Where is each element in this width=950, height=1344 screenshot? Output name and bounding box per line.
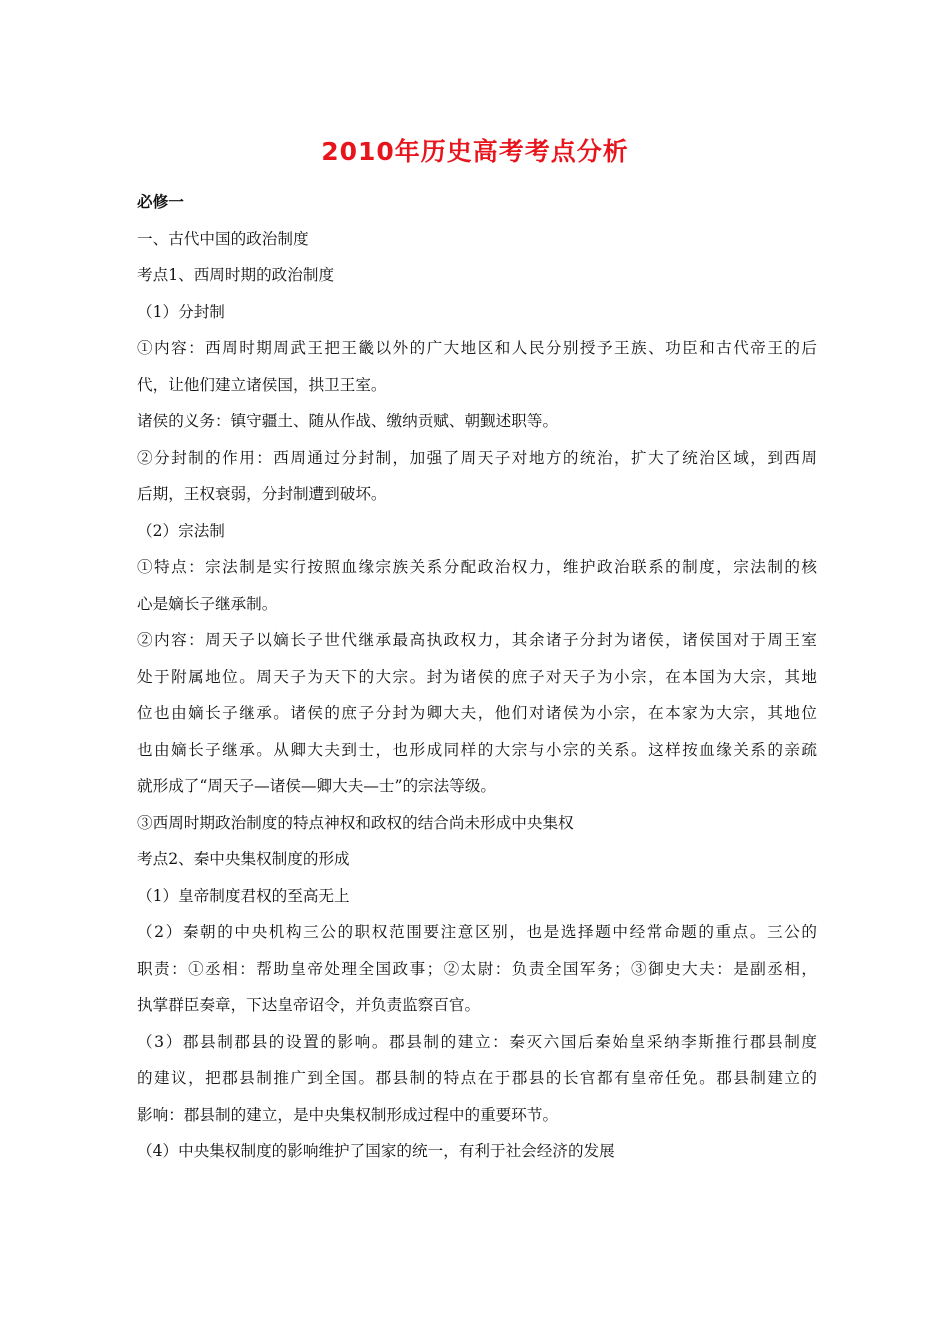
paragraph-line: 心是嫡长子继承制。 (137, 594, 278, 613)
document-title: 2010年历史高考考点分析 (321, 137, 629, 166)
paragraph-line: ①特点：宗法制是实行按照血缘宗族关系分配政治权力，维护政治联系的制度，宗法制的核 (137, 558, 817, 576)
paragraph-line: 的建议，把郡县制推广到全国。郡县制的特点在于郡县的长官都有皇帝任免。郡县制建立的 (137, 1069, 817, 1087)
paragraph-line: ②分封制的作用：西周通过分封制，加强了周天子对地方的统治，扩大了统治区域，到西周 (137, 448, 817, 467)
paragraph-line: 后期，王权衰弱，分封制遭到破坏。 (137, 485, 387, 503)
paragraph-line: （3）郡县制郡县的设置的影响。郡县制的建立：秦灭六国后秦始皇采纳李斯推行郡县制度 (137, 1032, 817, 1051)
paragraph-line: 位也由嫡长子继承。诸侯的庶子分封为卿大夫，他们对诸侯为小宗，在本家为大宗，其地位 (137, 704, 817, 722)
paragraph-line: （4）中央集权制度的影响维护了国家的统一，有利于社会经济的发展 (137, 1142, 615, 1160)
paragraph-line: 执掌群臣奏章，下达皇帝诏令，并负责监察百官。 (137, 996, 481, 1014)
topic-heading: 考点1、西周时期的政治制度 (137, 266, 335, 284)
topic-heading: 考点2、秦中央集权制度的形成 (137, 850, 350, 868)
subtopic-heading: （1）分封制 (137, 302, 225, 321)
paragraph-line: 就形成了“周天子—诸侯—卿大夫—士”的宗法等级。 (137, 777, 497, 795)
paragraph-line: 影响：郡县制的建立，是中央集权制形成过程中的重要环节。 (137, 1105, 559, 1124)
paragraph-line: 代，让他们建立诸侯国，拱卫王室。 (137, 375, 387, 394)
document-body (137, 184, 817, 1170)
paragraph-line: ③西周时期政治制度的特点神权和政权的结合尚未形成中央集权 (137, 813, 574, 832)
paragraph-line: 处于附属地位。周天子为天下的大宗。封为诸侯的庶子对天子为小宗，在本国为大宗，其地 (137, 667, 817, 686)
paragraph-line: 诸侯的义务：镇守疆土、随从作战、缴纳贡赋、朝觐述职等。 (137, 412, 559, 430)
paragraph-line: 也由嫡长子继承。从卿大夫到士，也形成同样的大宗与小宗的关系。这样按血缘关系的亲疏 (137, 740, 817, 759)
paragraph-line: （2）秦朝的中央机构三公的职权范围要注意区别，也是选择题中经常命题的重点。三公的 (137, 923, 817, 941)
section-heading: 必修一 (137, 192, 184, 211)
paragraph-line: ①内容：西周时期周武王把王畿以外的广大地区和人民分别授予王族、功臣和古代帝王的后 (137, 339, 817, 357)
paragraph-line: （1）皇帝制度君权的至高无上 (137, 886, 350, 905)
paragraph-line: 职责：①丞相：帮助皇帝处理全国政事；②太尉：负责全国军务；③御史大夫：是副丞相， (137, 959, 817, 978)
chapter-heading: 一、古代中国的政治制度 (137, 229, 309, 248)
subtopic-heading: （2）宗法制 (137, 521, 225, 540)
paragraph-line: ②内容：周天子以嫡长子世代继承最高执政权力，其余诸子分封为诸侯，诸侯国对于周王室 (137, 631, 817, 649)
